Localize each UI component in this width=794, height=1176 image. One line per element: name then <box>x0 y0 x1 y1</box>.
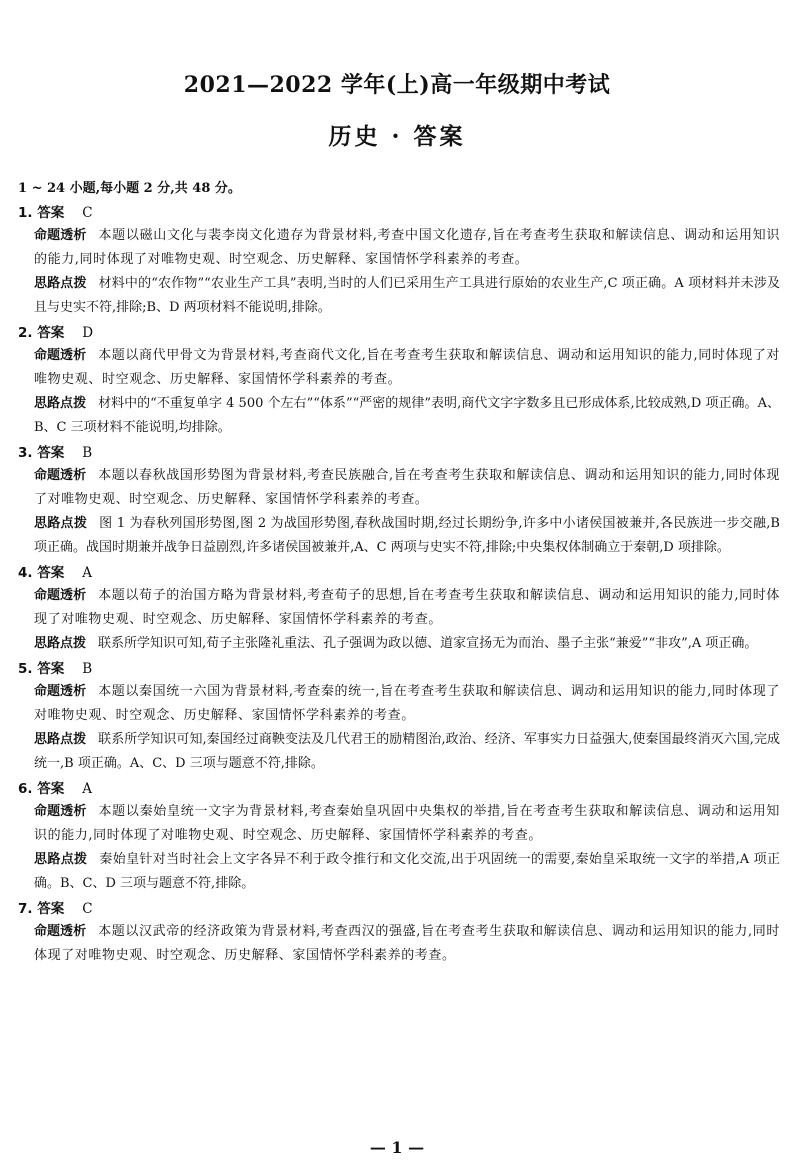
analysis-text: 本题以商代甲骨文为背景材料,考查商代文化,旨在考查考生获取和解读信息、调动和运用知识的能力,同时体现了对唯物史观、时空观念、历史解释、家国情怀学科素养的考查。 <box>34 348 780 387</box>
hint-label: 思路点拨 <box>34 636 87 651</box>
question-answer: A <box>82 565 92 581</box>
hint-text: 秦始皇针对当时社会上文字各异不利于政令推行和文化交流,出于巩固统一的需要,秦始皇采取统一文字的举措,A 项正确。B、C、D 三项与题意不符,排除。 <box>34 852 780 891</box>
analysis-text: 本题以磁山文化与裴李岗文化遗存为背景材料,考查中国文化遗存,旨在考查考生获取和解读信息、调动和运用知识的能力,同时体现了对唯物史观、时空观念、历史解释、家国情怀学科素养的考查。 <box>34 228 780 267</box>
answer-content <box>18 178 780 968</box>
question-header <box>18 202 780 224</box>
analysis-label: 命题透析 <box>34 228 87 243</box>
analysis-label: 命题透析 <box>34 684 87 699</box>
question-header <box>18 778 780 800</box>
hint-label: 思路点拨 <box>34 852 88 867</box>
question-block <box>18 202 780 320</box>
question-block <box>18 562 780 656</box>
analysis-text: 本题以汉武帝的经济政策为背景材料,考查西汉的强盛,旨在考查考生获取和解读信息、调动和运用知识的能力,同时体现了对唯物史观、时空观念、历史解释、家国情怀学科素养的考查。 <box>34 924 780 963</box>
question-header <box>18 322 780 344</box>
question-header <box>18 442 780 464</box>
analysis-text: 本题以春秋战国形势图为背景材料,考查民族融合,旨在考查考生获取和解读信息、调动和运用知识的能力,同时体现了对唯物史观、时空观念、历史解释、家国情怀学科素养的考查。 <box>34 468 780 507</box>
analysis-paragraph <box>18 344 780 392</box>
analysis-paragraph <box>18 800 780 848</box>
hint-label: 思路点拨 <box>34 732 87 747</box>
hint-label: 思路点拨 <box>34 516 88 531</box>
question-answer: B <box>82 445 93 461</box>
hint-paragraph <box>18 272 780 320</box>
hint-paragraph <box>18 632 780 656</box>
question-number: 3. 答案 <box>18 445 65 461</box>
question-header <box>18 562 780 584</box>
question-answer: A <box>82 781 92 797</box>
page-subtitle: 历史 · 答案 <box>328 123 466 150</box>
question-block <box>18 898 780 968</box>
hint-text: 联系所学知识可知,荀子主张隆礼重法、孔子强调为政以德、道家宣扬无为而治、墨子主张“兼爱”“非攻”,A 项正确。 <box>98 636 758 651</box>
analysis-label: 命题透析 <box>34 924 87 939</box>
question-header <box>18 898 780 920</box>
page-number: — 1 — <box>369 1138 425 1157</box>
question-block <box>18 442 780 560</box>
question-number: 6. 答案 <box>18 781 65 797</box>
question-header <box>18 658 780 680</box>
analysis-label: 命题透析 <box>34 804 87 819</box>
question-block <box>18 322 780 440</box>
hint-text: 图 1 为春秋列国形势图,图 2 为战国形势图,春秋战国时期,经过长期纷争,许多中小诸侯国被兼并,各民族进一步交融,B 项正确。战国时期兼并战争日益剧烈,许多诸侯国被兼并,A、C 两项与史实不符,排除;中央集权体制确立于秦朝,D 项排除。 <box>34 516 780 555</box>
analysis-paragraph <box>18 464 780 512</box>
analysis-paragraph <box>18 224 780 272</box>
question-answer: D <box>82 325 94 341</box>
analysis-text: 本题以秦始皇统一文字为背景材料,考查秦始皇巩固中央集权的举措,旨在考查考生获取和解读信息、调动和运用知识的能力,同时体现了对唯物史观、时空观念、历史解释、家国情怀学科素养的考查。 <box>34 804 780 843</box>
page-title: 2021—2022 学年(上)高一年级期中考试 <box>183 72 611 98</box>
hint-label: 思路点拨 <box>34 396 87 411</box>
question-block <box>18 778 780 896</box>
question-number: 5. 答案 <box>18 661 65 677</box>
hint-label: 思路点拨 <box>34 276 87 291</box>
question-number: 1. 答案 <box>18 205 65 221</box>
question-answer: C <box>82 205 93 221</box>
section-intro: 1 ~ 24 小题,每小题 2 分,共 48 分。 <box>18 181 241 196</box>
analysis-paragraph <box>18 680 780 728</box>
hint-text: 材料中的“不重复单字 4 500 个左右”“体系”“严密的规律”表明,商代文字字数多且已形成体系,比较成熟,D 项正确。A、B、C 三项材料不能说明,均排除。 <box>34 396 780 435</box>
analysis-paragraph <box>18 920 780 968</box>
analysis-text: 本题以荀子的治国方略为背景材料,考查荀子的思想,旨在考查考生获取和解读信息、调动和运用知识的能力,同时体现了对唯物史观、时空观念、历史解释、家国情怀学科素养的考查。 <box>34 588 780 627</box>
question-number: 7. 答案 <box>18 901 65 917</box>
analysis-text: 本题以秦国统一六国为背景材料,考查秦的统一,旨在考查考生获取和解读信息、调动和运用知识的能力,同时体现了对唯物史观、时空观念、历史解释、家国情怀学科素养的考查。 <box>34 684 780 723</box>
hint-paragraph <box>18 392 780 440</box>
analysis-label: 命题透析 <box>34 468 87 483</box>
hint-paragraph <box>18 512 780 560</box>
analysis-label: 命题透析 <box>34 348 87 363</box>
hint-paragraph <box>18 728 780 776</box>
analysis-paragraph <box>18 584 780 632</box>
hint-text: 联系所学知识可知,秦国经过商鞅变法及几代君王的励精图治,政治、经济、军事实力日益强大,使秦国最终消灭六国,完成统一,B 项正确。A、C、D 三项与题意不符,排除。 <box>34 732 780 771</box>
question-number: 4. 答案 <box>18 565 65 581</box>
question-block <box>18 658 780 776</box>
question-answer: C <box>82 901 93 917</box>
question-answer: B <box>82 661 93 677</box>
hint-paragraph <box>18 848 780 896</box>
hint-text: 材料中的“农作物”“农业生产工具”表明,当时的人们已采用生产工具进行原始的农业生产,C 项正确。A 项材料并未涉及且与史实不符,排除;B、D 两项材料不能说明,排除。 <box>34 276 780 315</box>
question-number: 2. 答案 <box>18 325 65 341</box>
analysis-label: 命题透析 <box>34 588 87 603</box>
